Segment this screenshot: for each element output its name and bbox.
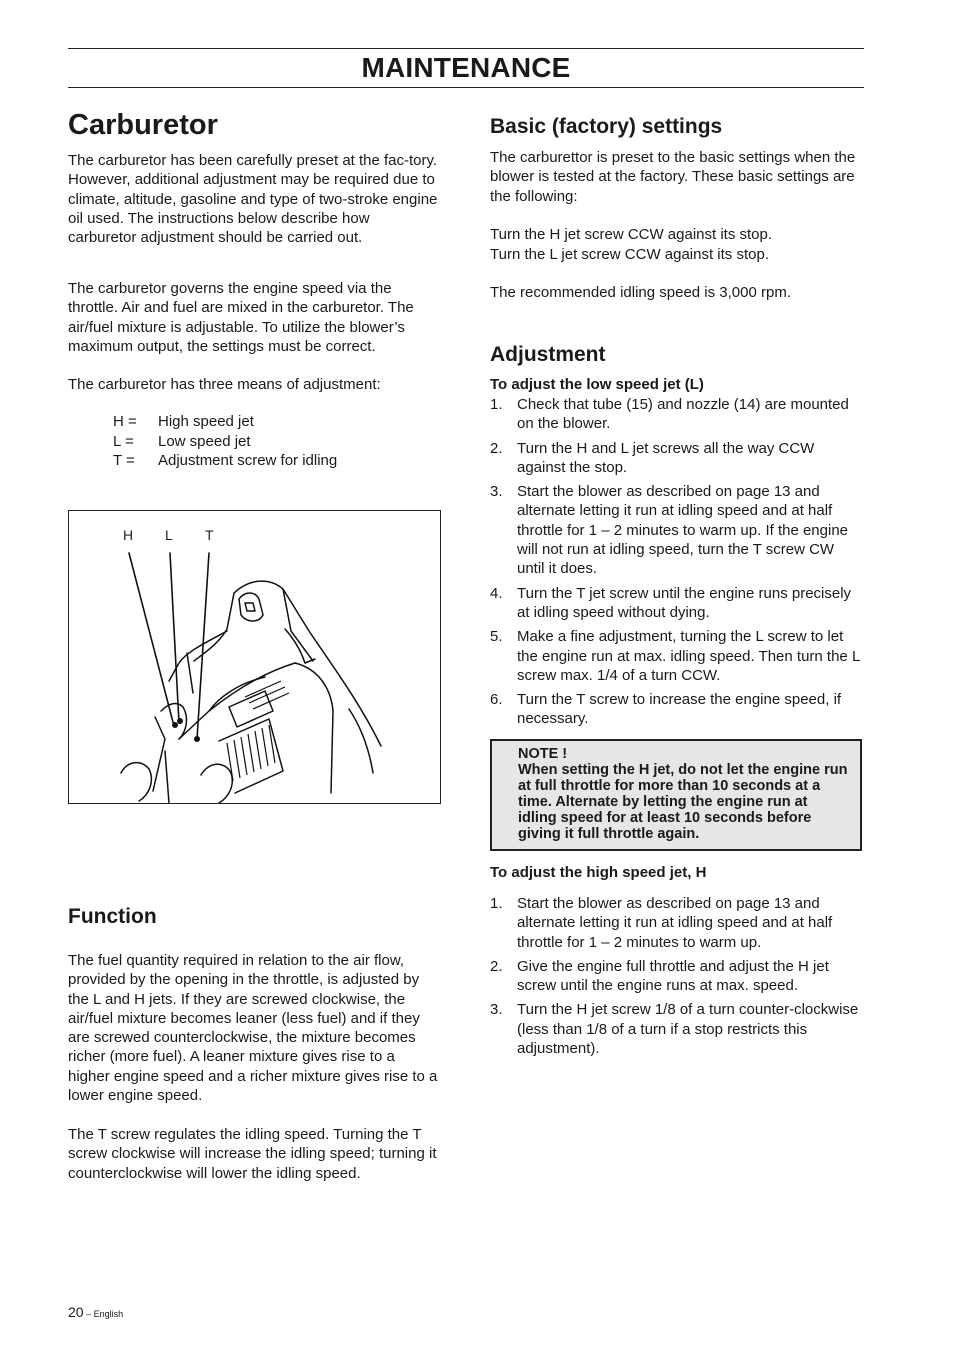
list-item bbox=[490, 395, 862, 434]
list-item bbox=[490, 690, 862, 729]
blower-body bbox=[121, 581, 381, 803]
legend-value: Low speed jet bbox=[158, 432, 251, 450]
legend-row-h bbox=[113, 412, 433, 432]
legend-row-l bbox=[113, 432, 433, 452]
high-speed-steps bbox=[490, 894, 862, 1058]
adjustment-legend bbox=[113, 412, 433, 471]
step-text: Give the engine full throttle and adjust the H jet screw until the engine runs at max. speed. bbox=[517, 957, 829, 995]
step-number: 2. bbox=[490, 439, 503, 457]
list-item bbox=[490, 439, 862, 478]
figure-label-t: T bbox=[205, 527, 214, 543]
note-box bbox=[490, 739, 862, 851]
top-ribs bbox=[245, 681, 289, 709]
note-text: When setting the H jet, do not let the engine run at full throttle for more than 10 seconds at a time. Alternate by letting the engine run at idling speed for at least 10 seconds before giving it full throttle again. bbox=[518, 762, 848, 842]
function-heading: Function bbox=[68, 905, 157, 928]
section-title: MAINTENANCE bbox=[361, 52, 571, 83]
carburetor-illustration bbox=[69, 511, 440, 803]
step-number: 5. bbox=[490, 628, 503, 646]
legend-value: High speed jet bbox=[158, 413, 254, 430]
step-text: Turn the H jet screw 1/8 of a turn counter-clockwise (less than 1/8 of a turn if a stop restricts this adjustment). bbox=[517, 1001, 859, 1058]
legend-value: Adjustment screw for idling bbox=[158, 452, 338, 469]
step-number: 1. bbox=[490, 396, 503, 413]
legend-key: L = bbox=[113, 432, 134, 450]
list-item bbox=[490, 1000, 862, 1058]
low-speed-steps bbox=[490, 395, 862, 729]
step-text: Start the blower as described on page 13 and alternate letting it run at idling speed and at half throttle for 1 – 2 minutes to warm up. bbox=[517, 895, 833, 951]
header-rule-bottom bbox=[68, 87, 864, 88]
function-paragraph-1: The fuel quantity required in relation to the air flow, provided by the opening in the throttle, is adjusted by the L and H jets. If they are screwed clockwise, the air/fuel mixture becomes leaner (less fuel) and if they are screwed counterclockwise, the mixture becomes richer (more fuel). A leaner mixture gives rise to a higher engine speed and a richer mixture gives rise to a lower engine speed. bbox=[68, 952, 438, 1105]
leader-lines bbox=[129, 553, 209, 739]
step-number: 3. bbox=[490, 1001, 503, 1019]
list-item bbox=[490, 957, 862, 996]
high-speed-subheading: To adjust the high speed jet, H bbox=[490, 864, 707, 881]
intro-paragraph-1: The carburetor has been carefully preset at the fac-tory. However, additional adjustment may be required due to climate, altitude, gasoline and type of two-stroke engine oil used. The instructions below describe how carburetor adjustment should be carried out. bbox=[68, 152, 438, 247]
list-item bbox=[490, 894, 862, 952]
vent-grille bbox=[227, 725, 275, 781]
page-footer bbox=[68, 1304, 123, 1320]
basic-settings-line-1: Turn the H jet screw CCW against its stop. bbox=[490, 226, 773, 243]
list-item bbox=[490, 584, 862, 623]
legend-row-t bbox=[113, 451, 433, 471]
low-speed-subheading: To adjust the low speed jet (L) bbox=[490, 376, 704, 393]
step-number: 4. bbox=[490, 584, 503, 602]
step-number: 3. bbox=[490, 483, 503, 501]
list-item bbox=[490, 482, 862, 578]
note-content bbox=[518, 746, 848, 842]
step-text: Turn the H and L jet screws all the way CCW against the stop. bbox=[517, 439, 815, 476]
carburetor-figure bbox=[68, 510, 441, 804]
list-item bbox=[490, 627, 862, 685]
step-text: Make a fine adjustment, turning the L screw to let the engine run at max. idling speed. Then turn the L screw max. 1/4 of a turn CCW. bbox=[517, 628, 860, 684]
legend-key: T = bbox=[113, 452, 135, 469]
page-number: 20 bbox=[68, 1304, 84, 1320]
step-text: Turn the T jet screw until the engine runs precisely at idling speed without dying. bbox=[517, 584, 852, 621]
intro-paragraph-2: The carburetor governs the engine speed via the throttle. Air and fuel are mixed in the carburetor. The air/fuel mixture is adjustable. To utilize the blower’s maximum output, the settings must be correct. bbox=[68, 280, 414, 355]
legend-key: H = bbox=[113, 413, 137, 430]
adjustment-heading: Adjustment bbox=[490, 343, 606, 366]
step-number: 6. bbox=[490, 691, 503, 709]
step-number: 1. bbox=[490, 895, 503, 912]
step-text: Start the blower as described on page 13 and alternate letting it run at idling speed and at half throttle for 1 – 2 minutes to warm up. If the engine will not run at idling speed, turn the T screw CW until it does. bbox=[517, 483, 849, 578]
basic-settings-heading: Basic (factory) settings bbox=[490, 115, 723, 138]
step-text: Check that tube (15) and nozzle (14) are mounted on the blower. bbox=[517, 396, 849, 433]
footer-language: – English bbox=[83, 1309, 124, 1319]
step-text: Turn the T screw to increase the engine speed, if necessary. bbox=[517, 691, 842, 728]
page-title: Carburetor bbox=[68, 109, 218, 141]
figure-label-h: H bbox=[123, 527, 134, 543]
function-paragraph-2: The T screw regulates the idling speed. Turning the T screw clockwise will increase the idling speed; turning it counterclockwise will lower the idling speed. bbox=[68, 1126, 437, 1182]
intro-paragraph-3: The carburetor has three means of adjustment: bbox=[68, 376, 381, 393]
basic-settings-paragraph: The carburettor is preset to the basic settings when the blower is tested at the factory. These basic settings are the following: bbox=[490, 149, 856, 205]
note-title: NOTE ! bbox=[518, 746, 568, 762]
idling-speed-text: The recommended idling speed is 3,000 rpm. bbox=[490, 284, 791, 301]
figure-label-l: L bbox=[165, 527, 173, 543]
basic-settings-line-2: Turn the L jet screw CCW against its stop. bbox=[490, 246, 769, 263]
step-number: 2. bbox=[490, 957, 503, 975]
